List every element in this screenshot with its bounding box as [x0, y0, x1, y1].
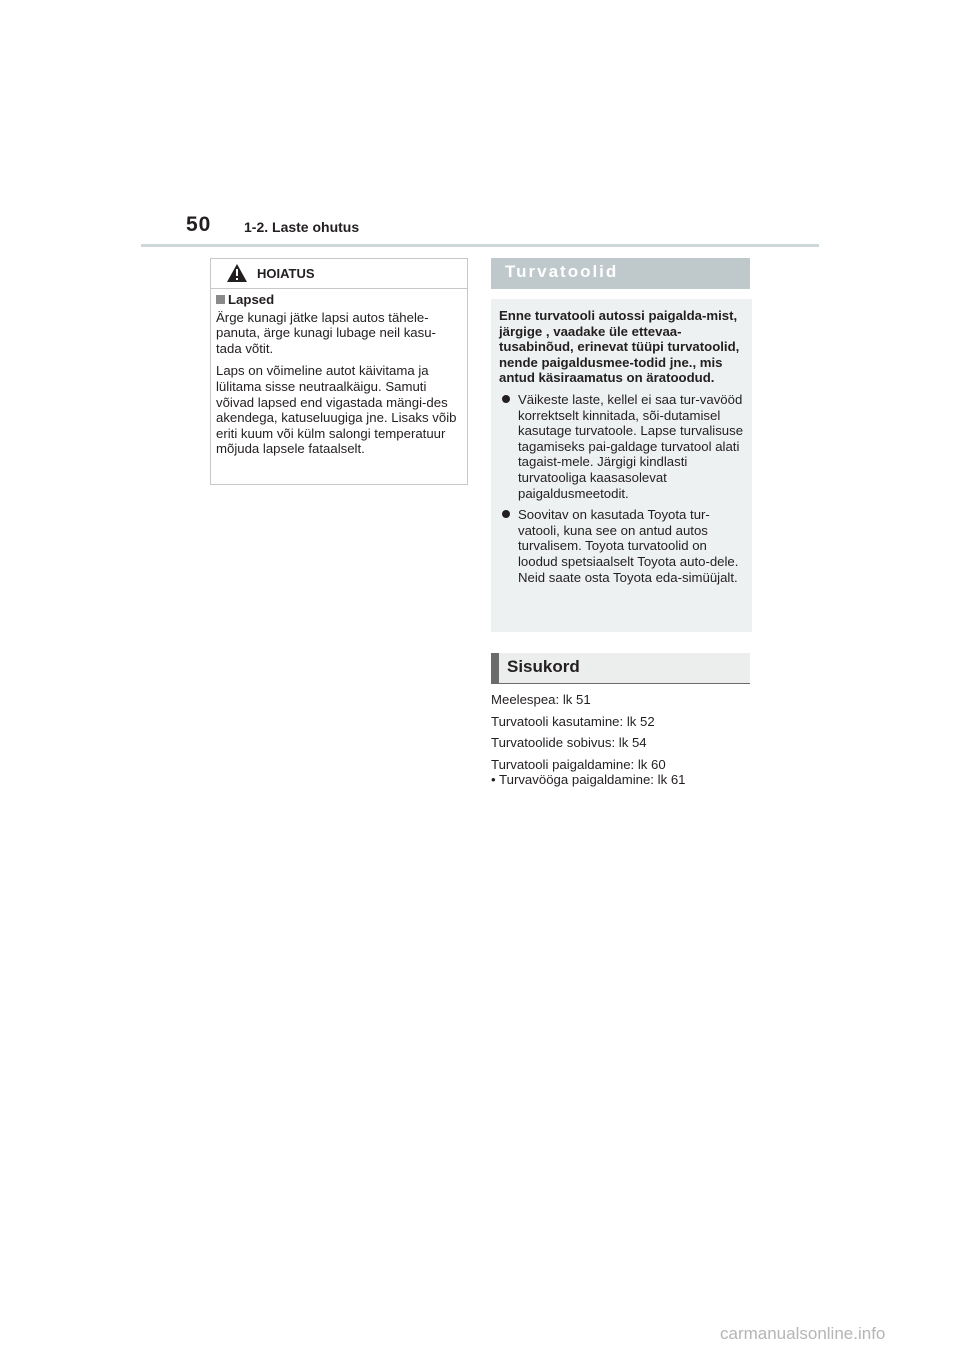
watermark: carmanualsonline.info — [720, 1324, 886, 1343]
sisukord-title-bar — [491, 653, 750, 684]
bullet-dot-icon — [502, 510, 510, 518]
turvatoolid-title: Turvatoolid — [505, 262, 619, 281]
section-header: 1-2. Laste ohutus — [244, 219, 360, 235]
toc-item-kasutamine[interactable]: Turvatooli kasutamine: lk 52 — [491, 713, 655, 729]
bullet-text-2: Soovitav on kasutada Toyota tur-vatooli, kuna see on antud autos turvalisem. Toyota turvatoolid on loodud spetsiaalselt Toyota auto-dele. Neid saate osta Toyota eda-simüüjalt. — [518, 507, 739, 585]
warning-paragraph-1: Ärge kunagi jätke lapsi autos tähele-panuta, ärge kunagi lubage neil kasu-tada võtit. — [216, 309, 436, 356]
turvatoolid-intro: Enne turvatooli autossi paigalda-mist, järgige , vaadake üle ettevaa-tusabinõud, erinevat tüüpi turvatoolid, nende paigaldusmee-todid jne., mis antud käsiraamatus on äratoodud. — [499, 308, 740, 386]
warning-body — [211, 289, 467, 457]
warning-heading — [216, 292, 461, 308]
turvatoolid-info-box — [491, 299, 752, 632]
turvatoolid-title-bar — [491, 258, 750, 289]
page-number: 50 — [186, 213, 212, 236]
toc-item-meelespea[interactable]: Meelespea: lk 51 — [491, 692, 591, 707]
toc-item-paigaldamine[interactable]: Turvatooli paigaldamine: lk 60 — [491, 756, 666, 772]
toc-subitem-turvavoo[interactable]: • Turvavööga paigaldamine: lk 61 — [491, 772, 686, 788]
toc-item-sobivus[interactable]: Turvatoolide sobivus: lk 54 — [491, 735, 647, 751]
turvatoolid-bullet-1 — [499, 392, 744, 501]
bullet-text-1: Väikeste laste, kellel ei saa tur-vavööd korrektselt kinnitada, sõi-dutamisel kasutage turvatoole. Lapse turvalisuse tagamiseks pai-galdage turvatool alati tagaist-mele. Järgigi kindlasti turvatooliga kaasasolevat paigaldusmeetodit. — [518, 391, 744, 501]
toc-list — [491, 692, 751, 788]
warning-paragraph-2: Laps on võimeline autot käivitama ja lülitama sisse neutraalkäigu. Samuti võivad lapsed end vigastada mängi-des akendega, katuseluugiga jne. Lisaks võib eriti kuum või külm salongi temperatuur mõjuda lapsele fataalselt. — [216, 363, 457, 457]
sisukord-title: Sisukord — [507, 657, 580, 676]
warning-box — [210, 258, 468, 485]
turvatoolid-bullet-2 — [499, 507, 744, 585]
warning-title: HOIATUS — [257, 266, 315, 281]
header-divider — [141, 244, 819, 247]
bullet-dot-icon — [502, 395, 510, 403]
warning-triangle-icon — [226, 263, 248, 288]
warning-heading-text: Lapsed — [228, 292, 275, 307]
warning-header — [211, 259, 467, 289]
square-bullet-icon — [216, 295, 225, 304]
